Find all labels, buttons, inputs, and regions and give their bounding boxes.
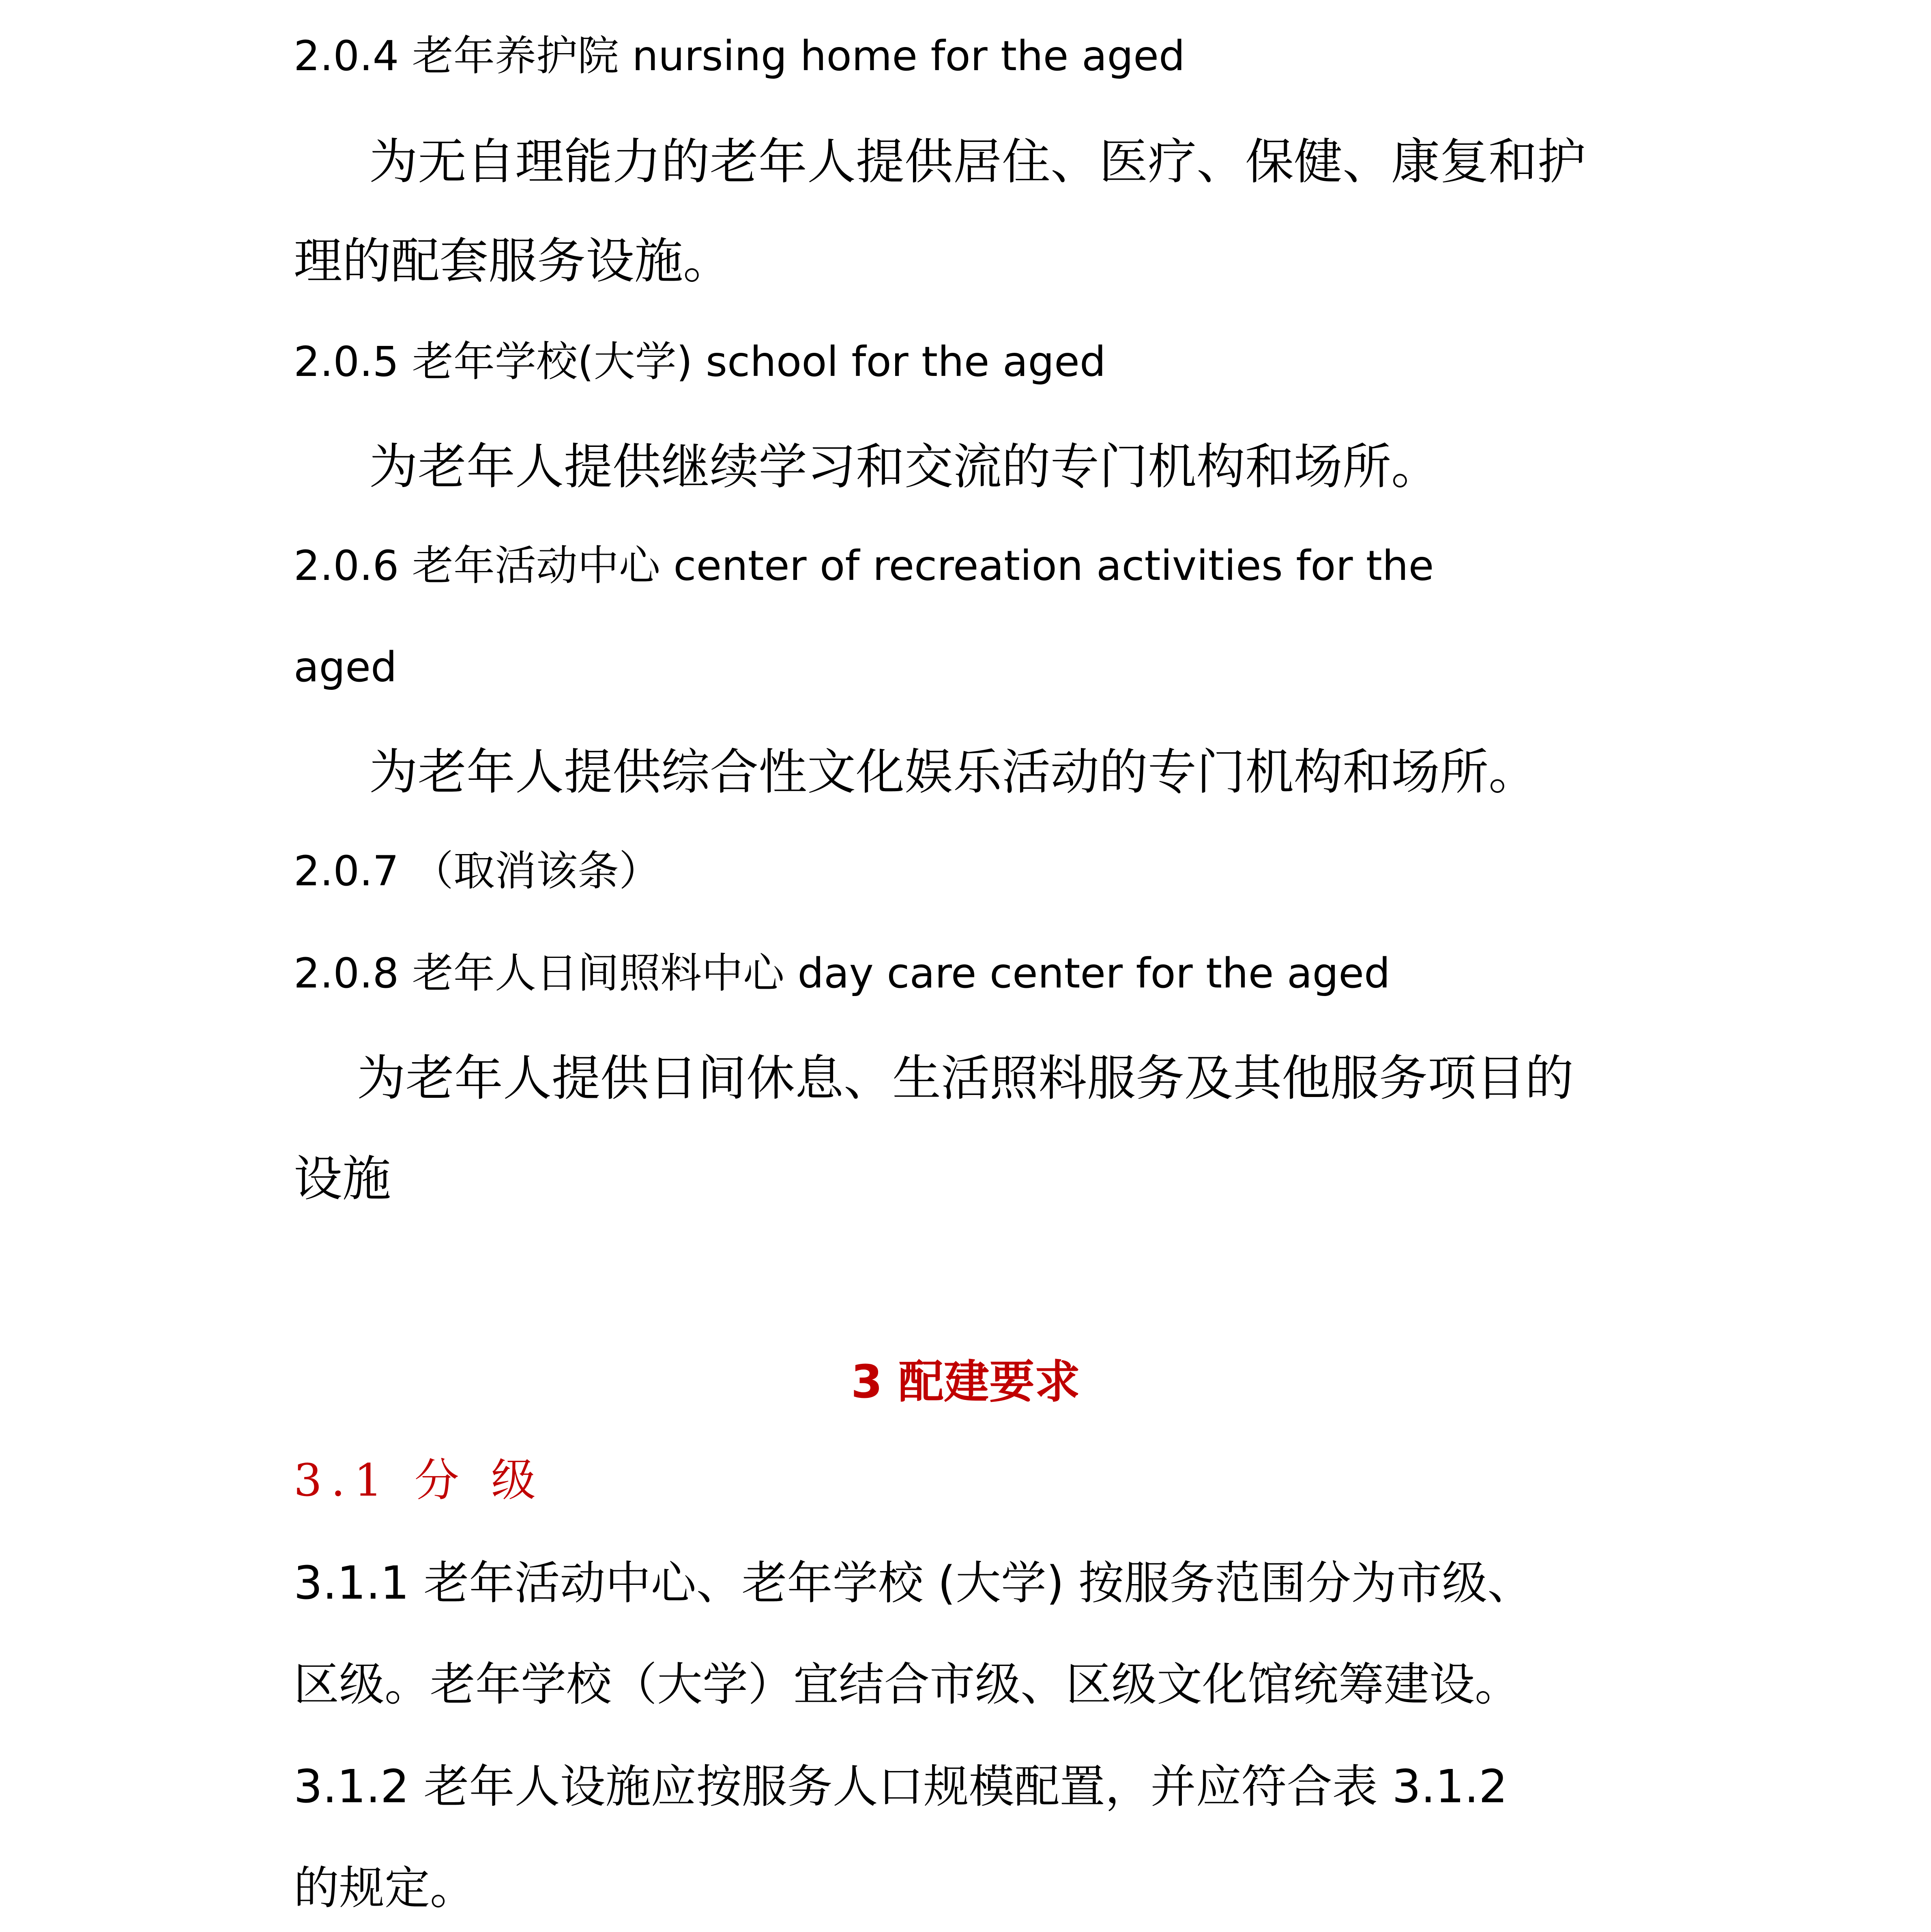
term-heading-2-0-4: 2.0.4 老年养护院 nursing home for the aged: [294, 32, 1185, 80]
clause-3-1-2-line-2: 的规定。: [294, 1862, 475, 1915]
term-heading-2-0-7: 2.0.7 （取消该条）: [294, 847, 660, 895]
term-definition-2-0-4-line-2: 理的配套服务设施。: [294, 233, 732, 290]
term-heading-2-0-8: 2.0.8 老年人日间照料中心 day care center for the aged: [294, 949, 1390, 998]
section-title: 3.1 分 级: [294, 1454, 545, 1506]
clause-3-1-2-line-1: 3.1.2 老年人设施应按服务人口规模配置，并应符合表 3.1.2: [294, 1760, 1508, 1813]
term-heading-2-0-6-line-2: aged: [294, 643, 397, 691]
term-definition-2-0-6: 为老年人提供综合性文化娱乐活动的专门机构和场所。: [369, 744, 1537, 801]
clause-3-1-1-line-1: 3.1.1 老年活动中心、老年学校 (大学) 按服务范围分为市级、: [294, 1557, 1533, 1610]
term-heading-2-0-6-line-1: 2.0.6 老年活动中心 center of recreation activities for the: [294, 542, 1434, 590]
term-heading-2-0-5: 2.0.5 老年学校(大学) school for the aged: [294, 338, 1106, 386]
term-definition-2-0-4-line-1: 为无自理能力的老年人提供居住、医疗、保健、康复和护: [369, 134, 1586, 190]
clause-3-1-1-line-2: 区级。老年学校（大学）宜结合市级、区级文化馆统筹建设。: [294, 1658, 1520, 1711]
term-definition-2-0-8-line-2: 设施: [294, 1151, 391, 1207]
chapter-title: 3 配建要求: [851, 1356, 1080, 1408]
term-definition-2-0-5: 为老年人提供继续学习和交流的专门机构和场所。: [369, 439, 1440, 495]
term-definition-2-0-8-line-1: 为老年人提供日间休息、生活照料服务及其他服务项目的: [357, 1050, 1574, 1107]
